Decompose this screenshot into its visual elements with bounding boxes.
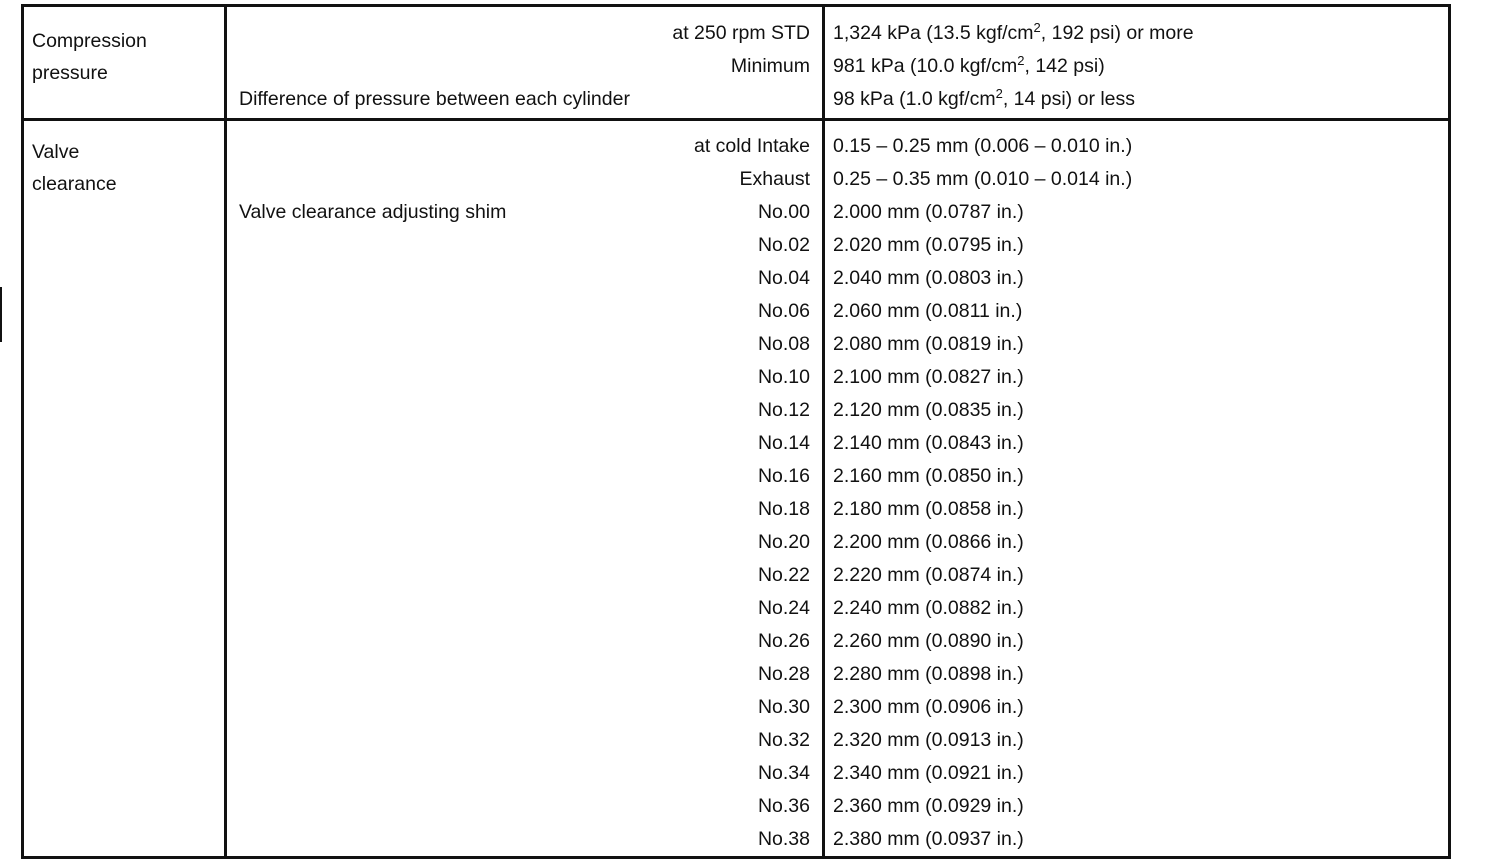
condition-text: No.10 bbox=[757, 366, 810, 388]
condition-text: No.36 bbox=[757, 795, 810, 817]
valve-value-line: 2.280 mm (0.0898 in.) bbox=[833, 663, 1024, 685]
condition-text: No.28 bbox=[757, 663, 810, 685]
compression-condition-line bbox=[227, 50, 822, 83]
value-text: 1,324 kPa (13.5 kgf/cm bbox=[833, 22, 1034, 44]
valve-condition-line bbox=[227, 493, 822, 526]
spec-table bbox=[21, 4, 1451, 859]
valve-value-line: 2.000 mm (0.0787 in.) bbox=[833, 201, 1024, 223]
valve-clearance-label bbox=[23, 120, 226, 858]
compression-label bbox=[23, 6, 226, 120]
superscript: 2 bbox=[1033, 20, 1041, 35]
condition-text: No.18 bbox=[757, 498, 810, 520]
valve-label-line2: clearance bbox=[32, 173, 117, 195]
valve-condition-line bbox=[227, 163, 822, 196]
compression-values bbox=[824, 6, 1450, 120]
superscript: 2 bbox=[995, 86, 1003, 101]
valve-value-line: 2.060 mm (0.0811 in.) bbox=[833, 300, 1023, 322]
valve-condition-line bbox=[227, 724, 822, 757]
condition-text: No.26 bbox=[757, 630, 810, 652]
valve-values bbox=[824, 120, 1450, 858]
value-text: , 192 psi) or more bbox=[1040, 22, 1194, 44]
compression-value-line bbox=[825, 83, 1448, 116]
condition-text: No.08 bbox=[757, 333, 810, 355]
value-text: , 142 psi) bbox=[1024, 55, 1105, 77]
valve-value-line: 2.180 mm (0.0858 in.) bbox=[833, 498, 1024, 520]
condition-text: No.04 bbox=[757, 267, 810, 289]
condition-text: Exhaust bbox=[739, 168, 810, 190]
valve-condition-line bbox=[227, 262, 822, 295]
valve-value-line: 2.140 mm (0.0843 in.) bbox=[833, 432, 1024, 454]
valve-value-line: 2.020 mm (0.0795 in.) bbox=[833, 234, 1024, 256]
valve-condition-line bbox=[227, 691, 822, 724]
valve-clearance-row bbox=[23, 120, 1450, 858]
condition-text: at cold Intake bbox=[694, 135, 810, 157]
valve-value-line: 2.380 mm (0.0937 in.) bbox=[833, 828, 1024, 850]
valve-value-line: 2.120 mm (0.0835 in.) bbox=[833, 399, 1024, 421]
valve-value-line: 2.100 mm (0.0827 in.) bbox=[833, 366, 1024, 388]
valve-condition-line bbox=[227, 823, 822, 856]
condition-text: Valve clearance adjusting shim bbox=[239, 201, 507, 223]
compression-condition-line bbox=[227, 17, 822, 50]
compression-value-line bbox=[825, 50, 1448, 83]
value-text: 981 kPa (10.0 kgf/cm bbox=[833, 55, 1018, 77]
valve-condition-line bbox=[227, 361, 822, 394]
compression-conditions bbox=[226, 6, 824, 120]
valve-value-line: 2.200 mm (0.0866 in.) bbox=[833, 531, 1024, 553]
condition-text: No.22 bbox=[757, 564, 810, 586]
condition-text: No.20 bbox=[757, 531, 810, 553]
compression-condition-line bbox=[227, 83, 822, 116]
valve-condition-line bbox=[227, 790, 822, 823]
condition-text: No.12 bbox=[757, 399, 810, 421]
condition-text: No.32 bbox=[757, 729, 810, 751]
valve-value-line: 2.320 mm (0.0913 in.) bbox=[833, 729, 1024, 751]
valve-conditions bbox=[226, 120, 824, 858]
valve-value-line: 2.220 mm (0.0874 in.) bbox=[833, 564, 1024, 586]
superscript: 2 bbox=[1017, 53, 1025, 68]
valve-value-line: 0.15 – 0.25 mm (0.006 – 0.010 in.) bbox=[833, 135, 1133, 157]
compression-label-line1: Compression bbox=[32, 30, 147, 52]
valve-condition-line bbox=[227, 295, 822, 328]
margin-mark bbox=[0, 287, 2, 342]
compression-value-line bbox=[825, 17, 1448, 50]
valve-condition-line bbox=[227, 196, 822, 229]
condition-text: Minimum bbox=[730, 55, 810, 77]
valve-condition-line bbox=[227, 592, 822, 625]
valve-condition-line bbox=[227, 559, 822, 592]
valve-value-line: 2.160 mm (0.0850 in.) bbox=[833, 465, 1024, 487]
valve-value-line: 2.240 mm (0.0882 in.) bbox=[833, 597, 1024, 619]
condition-text: No.34 bbox=[757, 762, 810, 784]
valve-value-line: 2.360 mm (0.0929 in.) bbox=[833, 795, 1024, 817]
condition-text: No.02 bbox=[757, 234, 810, 256]
condition-text: No.16 bbox=[757, 465, 810, 487]
valve-condition-line bbox=[227, 130, 822, 163]
compression-label-line2: pressure bbox=[32, 62, 108, 84]
valve-value-line: 2.040 mm (0.0803 in.) bbox=[833, 267, 1024, 289]
condition-text: No.30 bbox=[757, 696, 810, 718]
valve-condition-line bbox=[227, 625, 822, 658]
valve-value-line: 0.25 – 0.35 mm (0.010 – 0.014 in.) bbox=[833, 168, 1133, 190]
condition-text: No.38 bbox=[757, 828, 810, 850]
valve-value-line: 2.340 mm (0.0921 in.) bbox=[833, 762, 1024, 784]
valve-value-line: 2.080 mm (0.0819 in.) bbox=[833, 333, 1024, 355]
condition-text: No.00 bbox=[757, 201, 810, 223]
valve-value-line: 2.260 mm (0.0890 in.) bbox=[833, 630, 1024, 652]
valve-condition-line bbox=[227, 394, 822, 427]
compression-row bbox=[23, 6, 1450, 120]
valve-condition-line bbox=[227, 460, 822, 493]
condition-text: No.24 bbox=[757, 597, 810, 619]
valve-label-line1: Valve bbox=[32, 141, 80, 163]
condition-text: No.06 bbox=[757, 300, 810, 322]
valve-value-line: 2.300 mm (0.0906 in.) bbox=[833, 696, 1024, 718]
valve-condition-line bbox=[227, 757, 822, 790]
valve-condition-line bbox=[227, 427, 822, 460]
valve-condition-line bbox=[227, 526, 822, 559]
value-text: , 14 psi) or less bbox=[1002, 88, 1136, 110]
condition-text: at 250 rpm STD bbox=[672, 22, 810, 44]
condition-text: No.14 bbox=[757, 432, 810, 454]
valve-condition-line bbox=[227, 658, 822, 691]
valve-condition-line bbox=[227, 328, 822, 361]
value-text: 98 kPa (1.0 kgf/cm bbox=[833, 88, 996, 110]
condition-text: Difference of pressure between each cylinder bbox=[239, 88, 630, 110]
valve-condition-line bbox=[227, 229, 822, 262]
